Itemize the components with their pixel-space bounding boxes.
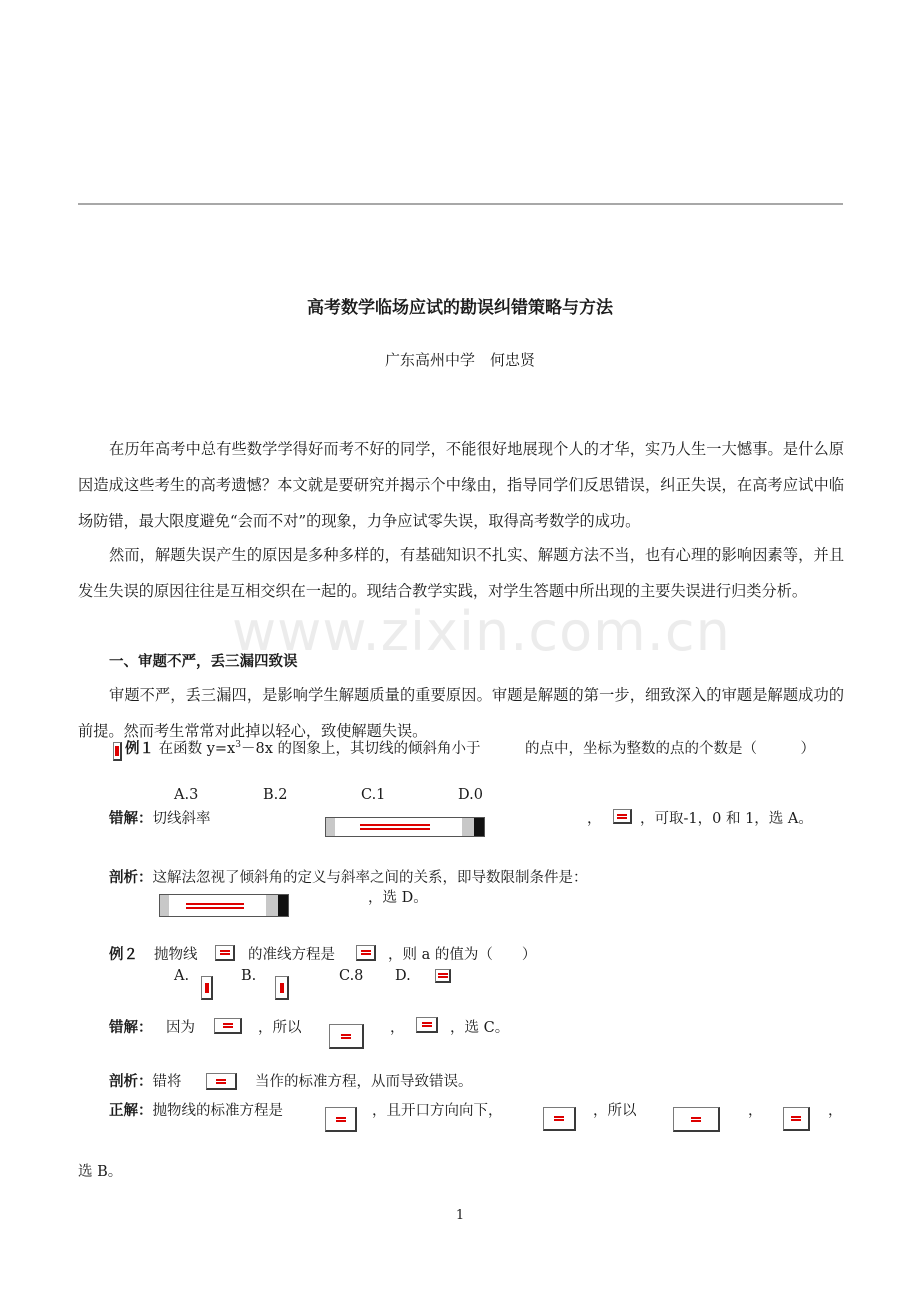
formula-image-bar <box>159 894 289 917</box>
analysis-tail: ，选 D。 <box>368 890 428 906</box>
example-1-sup: 3 <box>235 740 241 751</box>
option-c: C.1 <box>361 787 386 803</box>
section-heading-1: 一、审题不严，丢三漏四致误 <box>109 654 298 670</box>
correct-solution-b: ，且开口方向向下， <box>372 1103 503 1119</box>
formula-image-icon <box>435 969 451 983</box>
analysis-line-1 <box>109 866 588 887</box>
example-2-text-c: ，则 a 的值为（ ） <box>388 947 537 963</box>
correct-solution-e: ， <box>828 1103 843 1119</box>
wrong-solution-line-1 <box>109 807 211 828</box>
header-rule <box>78 203 843 205</box>
formula-image-icon <box>783 1107 810 1131</box>
formula-image-icon <box>543 1107 576 1131</box>
page-number: 1 <box>455 1208 465 1223</box>
broken-image-icon <box>113 742 122 761</box>
example-2-wrong-label-line <box>109 1016 153 1037</box>
formula-image-icon <box>201 976 213 1000</box>
option-d: D.0 <box>458 787 483 803</box>
example-2-option-c: C.8 <box>339 968 364 984</box>
wrong-solution-label: 错解： <box>109 811 153 827</box>
correct-solution-d: ， <box>748 1103 763 1119</box>
analysis-label: 剖析： <box>109 870 153 886</box>
formula-image-icon <box>215 945 235 961</box>
example-2-wrong-b: ，所以 <box>258 1020 302 1036</box>
correct-solution-line <box>109 1099 283 1120</box>
correct-solution-label: 正解： <box>109 1103 153 1119</box>
example-1-text-b: －8x 的图象上，其切线的倾斜角小于 <box>240 741 481 757</box>
correct-solution-end: 选 B。 <box>78 1164 123 1180</box>
document-title: 高考数学临场应试的勘误纠错策略与方法 <box>307 298 613 318</box>
example-2-option-d: D. <box>395 968 411 984</box>
example-2-wrong-d: ，选 C。 <box>450 1020 510 1036</box>
option-b: B.2 <box>263 787 288 803</box>
example-2-analysis-label: 剖析： <box>109 1074 153 1090</box>
watermark: www.zixin.com.cn <box>232 600 731 663</box>
example-2-option-b: B. <box>241 968 257 984</box>
example-2-analysis-line <box>109 1070 182 1091</box>
option-a: A.3 <box>174 787 199 803</box>
example-2-option-a: A. <box>174 968 190 984</box>
example-1-line <box>125 737 481 758</box>
formula-image-icon <box>329 1024 364 1049</box>
formula-image-bar <box>325 817 485 837</box>
example-2-label-line <box>109 943 138 964</box>
example-2-wrong-a: 因为 <box>166 1020 195 1036</box>
formula-image-icon <box>206 1073 237 1090</box>
example-1-label: 例１ <box>125 741 154 757</box>
correct-solution-c: ，所以 <box>593 1103 637 1119</box>
example-2-label: 例２ <box>109 947 138 963</box>
example-2-analysis-a: 错将 <box>152 1074 182 1090</box>
example-2-wrong-c: ， <box>390 1020 405 1036</box>
formula-image-icon <box>325 1107 357 1132</box>
wrong-solution-text: 切线斜率 <box>152 811 211 827</box>
section-intro: 审题不严，丢三漏四，是影响学生解题质量的重要原因。审题是解题的第一步，细致深入的审题是解题成功的前提。然而考生常常对此掉以轻心，致使解题失误。 <box>78 686 844 740</box>
example-1-text-a: 在函数 y=x <box>158 741 236 757</box>
wrong-solution-comma: ， <box>587 811 602 827</box>
formula-image-icon <box>214 1018 242 1034</box>
example-2-wrong-label: 错解： <box>109 1020 153 1036</box>
example-2-text-b: 的准线方程是 <box>248 947 335 963</box>
formula-image-icon <box>673 1107 720 1132</box>
analysis-text: 这解法忽视了倾斜角的定义与斜率之间的关系，即导数限制条件是： <box>152 870 588 886</box>
correct-solution-a: 抛物线的标准方程是 <box>152 1103 283 1119</box>
wrong-solution-tail: ，可取-1，0 和 1，选 A。 <box>640 811 813 827</box>
example-1-text-c: 的点中，坐标为整数的点的个数是（ ） <box>525 741 815 757</box>
example-2-analysis-b: 当作的标准方程，从而导致错误。 <box>255 1074 473 1090</box>
paragraph-intro: 在历年高考中总有些数学学得好而考不好的同学，不能很好地展现个人的才华，实乃人生一大憾事。是什么原因造成这些考生的高考遗憾？本文就是要研究并揭示个中缘由，指导同学们反思错误，纠正失误，在高考应试中临场防错，最大限度避免“会而不对”的现象，力争应试零失误，取得高考数学的成功。 <box>78 440 844 530</box>
formula-image-icon <box>275 976 289 1000</box>
formula-image-icon <box>613 809 632 824</box>
paragraph-cause: 然而，解题失误产生的原因是多种多样的，有基础知识不扎实、解题方法不当，也有心理的影响因素等，并且发生失误的原因往往是互相交织在一起的。现结合教学实践，对学生答题中所出现的主要失误进行归类分析。 <box>78 546 844 600</box>
formula-image-icon <box>356 945 376 961</box>
example-2-text-a: 抛物线 <box>154 947 198 963</box>
formula-image-icon <box>416 1017 438 1033</box>
author-line: 广东高州中学 何忠贤 <box>384 351 535 369</box>
